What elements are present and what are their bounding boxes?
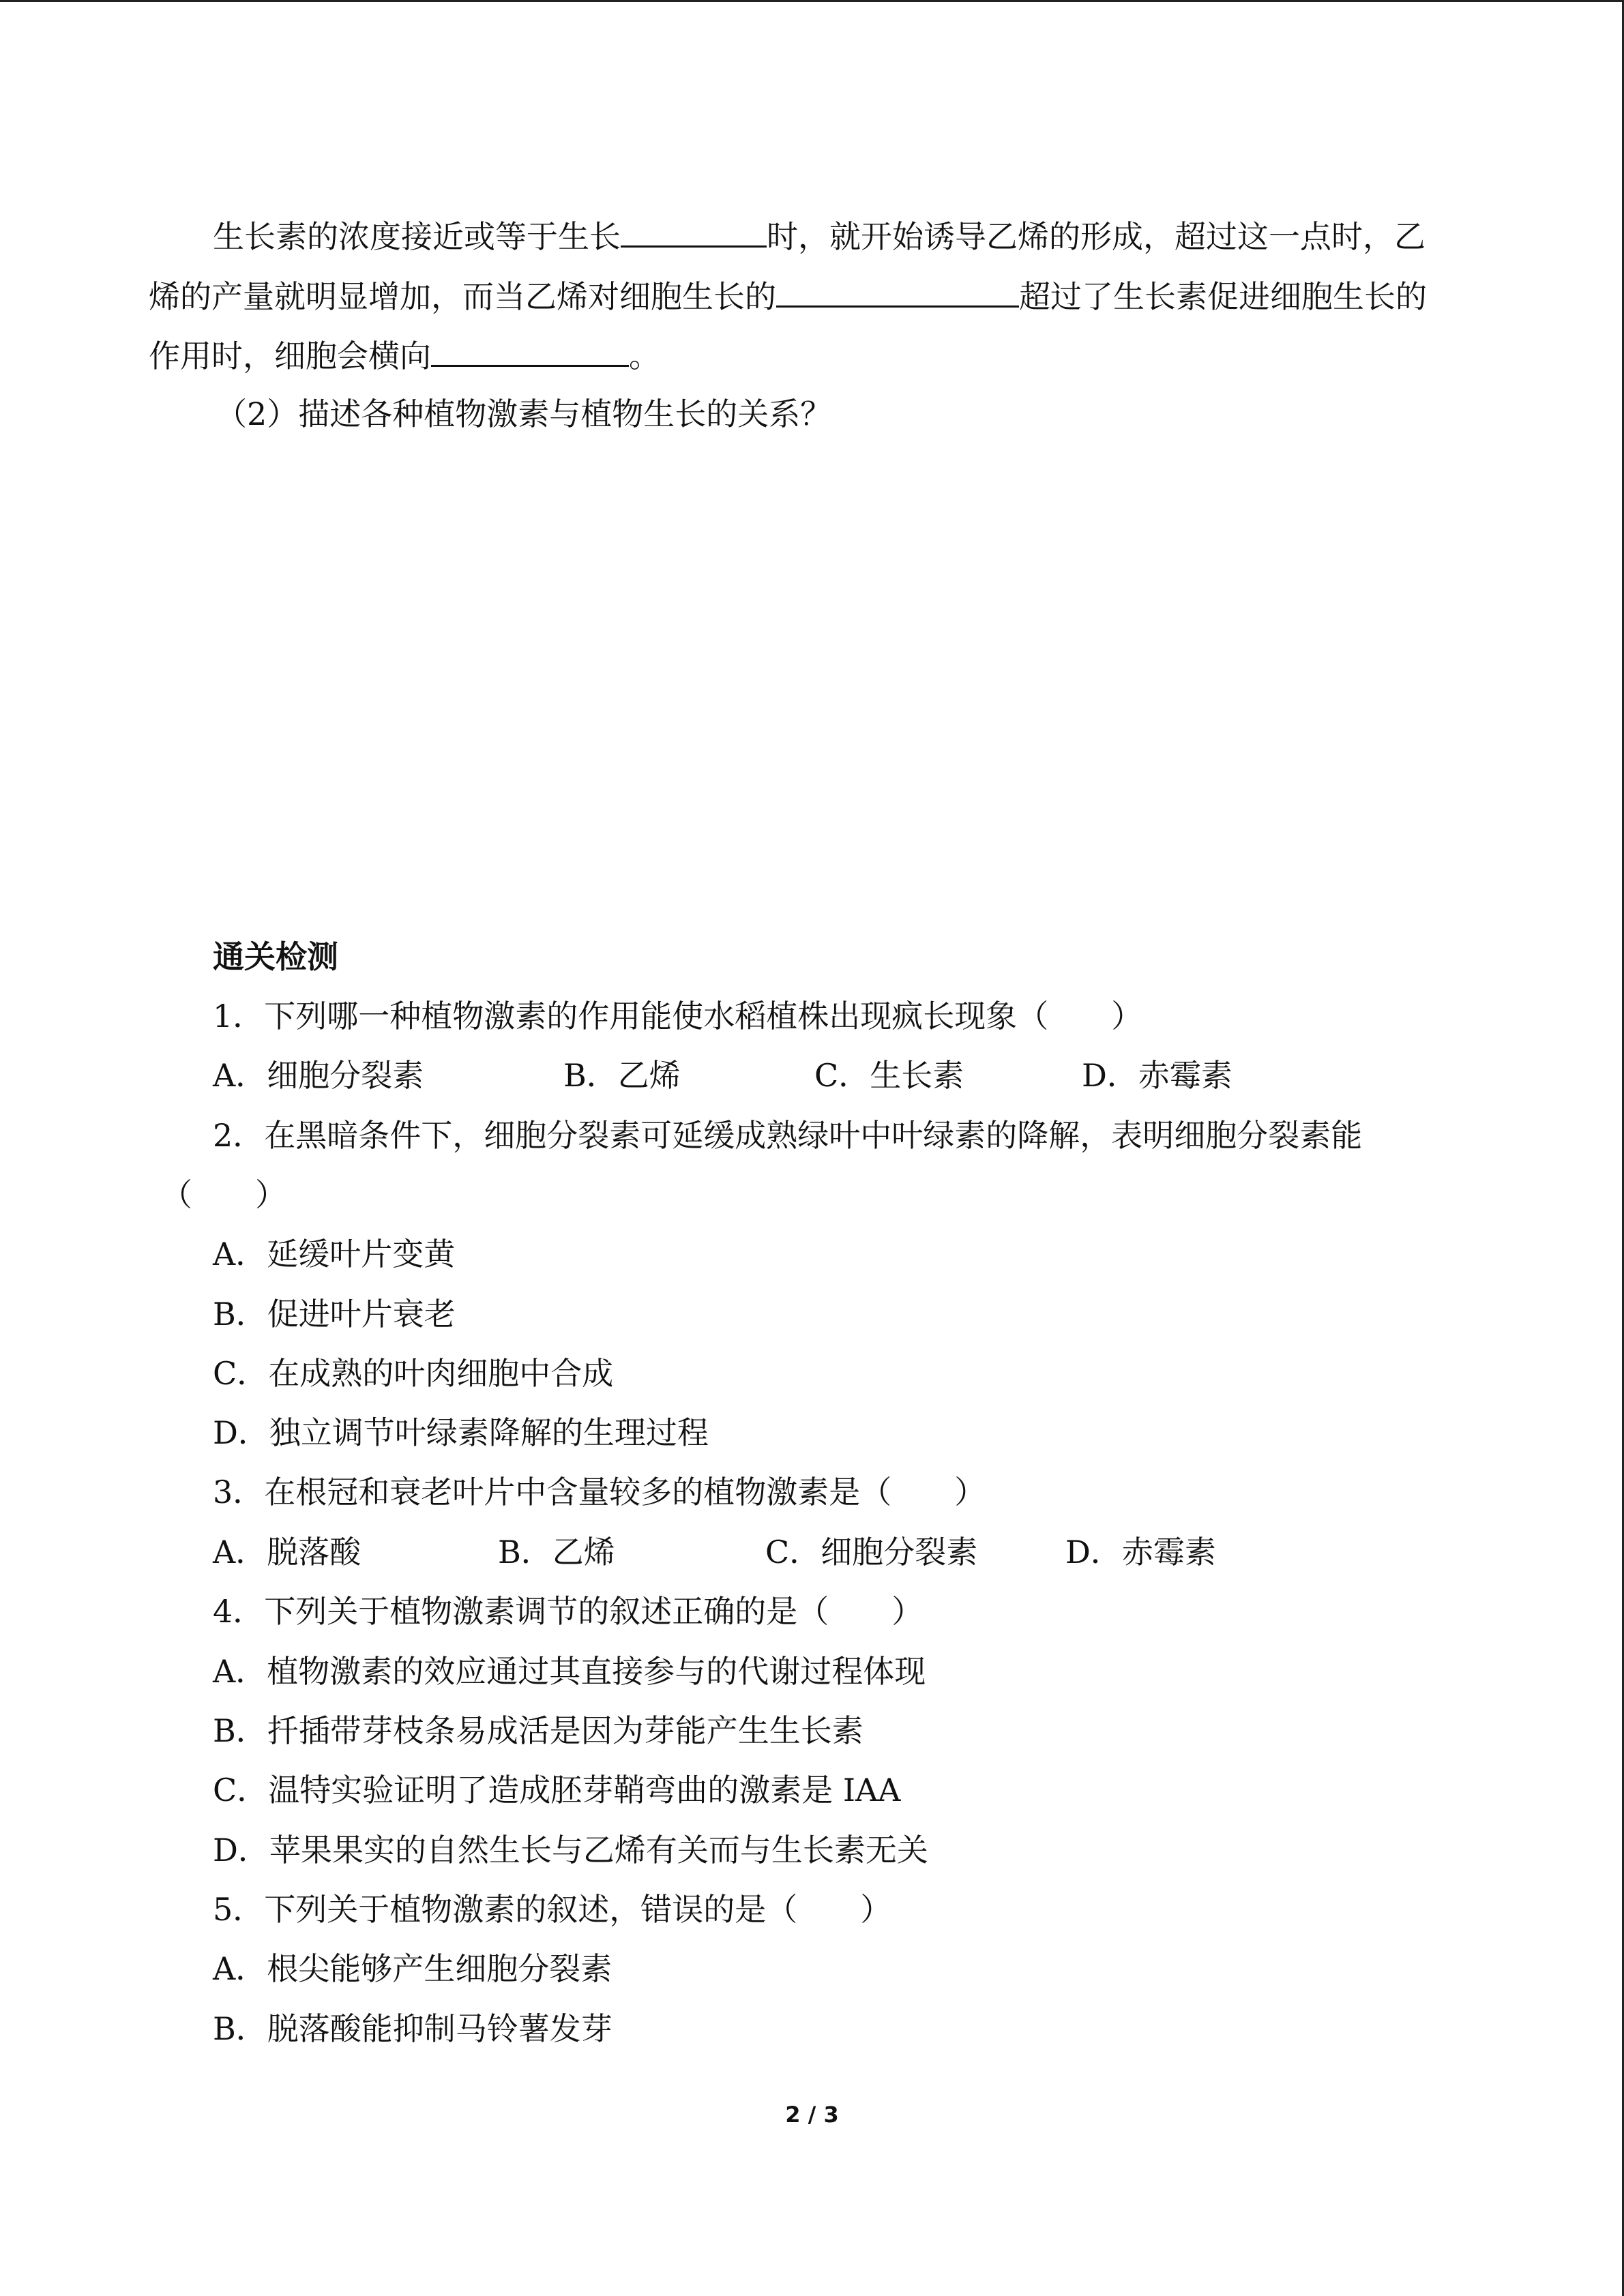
- page-number: 2 / 3: [785, 2102, 839, 2128]
- q1-option-b[interactable]: B．乙烯: [563, 1057, 681, 1094]
- q1-option-d[interactable]: D．赤霉素: [1082, 1057, 1232, 1094]
- q3-option-c[interactable]: C．细胞分裂素: [765, 1534, 978, 1570]
- passage-line-1: [213, 215, 1426, 256]
- q4-option-d[interactable]: D．苹果果实的自然生长与乙烯有关而与生长素无关: [213, 1832, 928, 1868]
- question-5-stem: 5．下列关于植物激素的叙述，错误的是（ ）: [213, 1891, 892, 1928]
- passage-text: 作用时，细胞会横向: [149, 338, 431, 374]
- question-4-stem: 4．下列关于植物激素调节的叙述正确的是（ ）: [213, 1593, 924, 1630]
- q2-option-d[interactable]: D．独立调节叶绿素降解的生理过程: [213, 1414, 709, 1451]
- answer-blank-2[interactable]: [776, 275, 1019, 308]
- q3-option-d[interactable]: D．赤霉素: [1065, 1534, 1216, 1570]
- q5-option-b[interactable]: B．脱落酸能抑制马铃薯发芽: [213, 2010, 612, 2047]
- question-3-stem: 3．在根冠和衰老叶片中含量较多的植物激素是（ ）: [213, 1474, 986, 1510]
- passage-text: 烯的产量就明显增加，而当乙烯对细胞生长的: [149, 278, 776, 315]
- q3-option-a[interactable]: A．脱落酸: [213, 1534, 361, 1570]
- question-2-prompt: （2）描述各种植物激素与植物生长的关系？: [216, 396, 832, 432]
- passage-text: 时，就开始诱导乙烯的形成，超过这一点时，乙: [767, 218, 1426, 255]
- section-title: 通关检测: [213, 938, 338, 975]
- q2-option-b[interactable]: B．促进叶片衰老: [213, 1296, 456, 1332]
- q1-option-c[interactable]: C．生长素: [814, 1057, 964, 1094]
- q3-option-b[interactable]: B．乙烯: [498, 1534, 615, 1570]
- q4-option-b[interactable]: B．扦插带芽枝条易成活是因为芽能产生生长素: [213, 1712, 863, 1749]
- passage-line-3: [149, 335, 660, 376]
- passage-text: 超过了生长素促进细胞生长的: [1019, 278, 1427, 315]
- passage-line-2: [149, 275, 1427, 316]
- passage-text: 生长素的浓度接近或等于生长: [213, 218, 621, 255]
- q4-option-a[interactable]: A．植物激素的效应通过其直接参与的代谢过程体现: [213, 1653, 926, 1690]
- answer-blank-3[interactable]: [431, 335, 629, 367]
- question-1-stem: 1．下列哪一种植物激素的作用能使水稻植株出现疯长现象（ ）: [213, 998, 1143, 1034]
- answer-blank-1[interactable]: [621, 215, 767, 248]
- question-2-stem-paren: （ ）: [161, 1176, 286, 1213]
- passage-text: 。: [629, 338, 660, 374]
- question-2-stem: 2．在黑暗条件下，细胞分裂素可延缓成熟绿叶中叶绿素的降解，表明细胞分裂素能: [213, 1117, 1363, 1154]
- q4-option-c[interactable]: C．温特实验证明了造成胚芽鞘弯曲的激素是 IAA: [213, 1772, 901, 1808]
- q2-option-c[interactable]: C．在成熟的叶肉细胞中合成: [213, 1355, 614, 1392]
- q5-option-a[interactable]: A．根尖能够产生细胞分裂素: [213, 1950, 612, 1987]
- q2-option-a[interactable]: A．延缓叶片变黄: [213, 1236, 456, 1272]
- q1-option-a[interactable]: A．细胞分裂素: [213, 1057, 424, 1094]
